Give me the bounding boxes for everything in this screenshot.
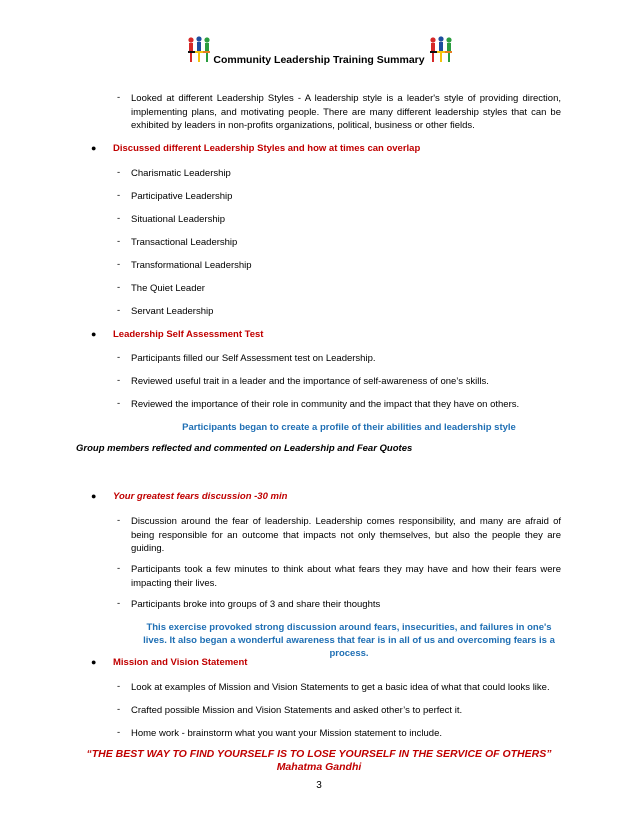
list-dash: - [117, 563, 121, 574]
bullet-icon: ● [91, 329, 97, 339]
highlight-note: Participants began to create a profile of their abilities and leadership style [182, 422, 516, 433]
list-dash: - [117, 259, 121, 270]
list-item: Transformational Leadership [131, 260, 252, 271]
list-item: Reviewed the importance of their role in community and the impact that they have on others. [131, 399, 520, 410]
bullet-icon: ● [91, 491, 97, 501]
list-item: Participants broke into groups of 3 and share their thoughts [131, 599, 381, 610]
people-group-icon [428, 36, 454, 64]
list-item: Participants filled our Self Assessment test on Leadership. [131, 353, 376, 364]
footer-quote [0, 748, 638, 774]
list-dash: - [117, 167, 121, 178]
list-item: Looked at different Leadership Styles - A leadership style is a leader's style of providing direction, implementing plans, and motivating people. There are many different leadership styles that can be exhibited by leaders in non-profits organizations, political, business or other fields. [131, 93, 561, 131]
page-title: Community Leadership Training Summary [213, 54, 425, 66]
section-heading: Discussed different Leadership Styles and how at times can overlap [113, 143, 421, 154]
list-dash: - [117, 727, 121, 738]
list-item: Reviewed useful trait in a leader and the importance of self-awareness of one’s skills. [131, 376, 489, 387]
list-dash: - [117, 398, 121, 409]
list-dash: - [117, 190, 121, 201]
list-dash: - [117, 92, 121, 103]
highlight-note: This exercise provoked strong discussion around fears, insecurities, and failures in one's lives. It also began a wonderful awareness that fear is in all of us and overcoming fears is a process. [143, 622, 555, 659]
list-item: Home work - brainstorm what you want your Mission statement to include. [131, 728, 442, 739]
list-dash: - [117, 704, 121, 715]
list-item: Transactional Leadership [131, 237, 238, 248]
list-dash: - [117, 375, 121, 386]
list-dash: - [117, 282, 121, 293]
group-note: Group members reflected and commented on Leadership and Fear Quotes [76, 443, 413, 454]
bullet-icon: ● [91, 657, 97, 667]
list-item: Look at examples of Mission and Vision Statements to get a basic idea of what that could looks like. [131, 682, 550, 693]
bullet-icon: ● [91, 143, 97, 153]
page-number: 3 [316, 780, 322, 791]
list-dash: - [117, 213, 121, 224]
list-item: Participative Leadership [131, 191, 233, 202]
section-heading: Leadership Self Assessment Test [113, 329, 264, 340]
list-dash: - [117, 305, 121, 316]
list-dash: - [117, 236, 121, 247]
list-dash: - [117, 598, 121, 609]
quote-text: “THE BEST WAY TO FIND YOURSELF IS TO LOSE YOURSELF IN THE SERVICE OF OTHERS” [86, 748, 552, 760]
page-header [0, 36, 638, 68]
list-item: Crafted possible Mission and Vision Statements and asked other’s to perfect it. [131, 705, 463, 716]
section-heading: Your greatest fears discussion -30 min [113, 491, 288, 502]
list-dash: - [117, 515, 121, 526]
quote-author: Mahatma Gandhi [276, 761, 362, 773]
list-item: The Quiet Leader [131, 283, 205, 294]
list-item: Discussion around the fear of leadership. Leadership comes responsibility, and many are afraid of being responsible for an outcome that impacts not only themselves, but also the people they are guiding. [131, 516, 561, 554]
list-item: Servant Leadership [131, 306, 214, 317]
section-heading: Mission and Vision Statement [113, 657, 248, 668]
list-item: Charismatic Leadership [131, 168, 231, 179]
list-item: Participants took a few minutes to think about what fears they may have and how their fears were impacting their lives. [131, 564, 561, 589]
list-dash: - [117, 352, 121, 363]
list-dash: - [117, 681, 121, 692]
list-item: Situational Leadership [131, 214, 226, 225]
